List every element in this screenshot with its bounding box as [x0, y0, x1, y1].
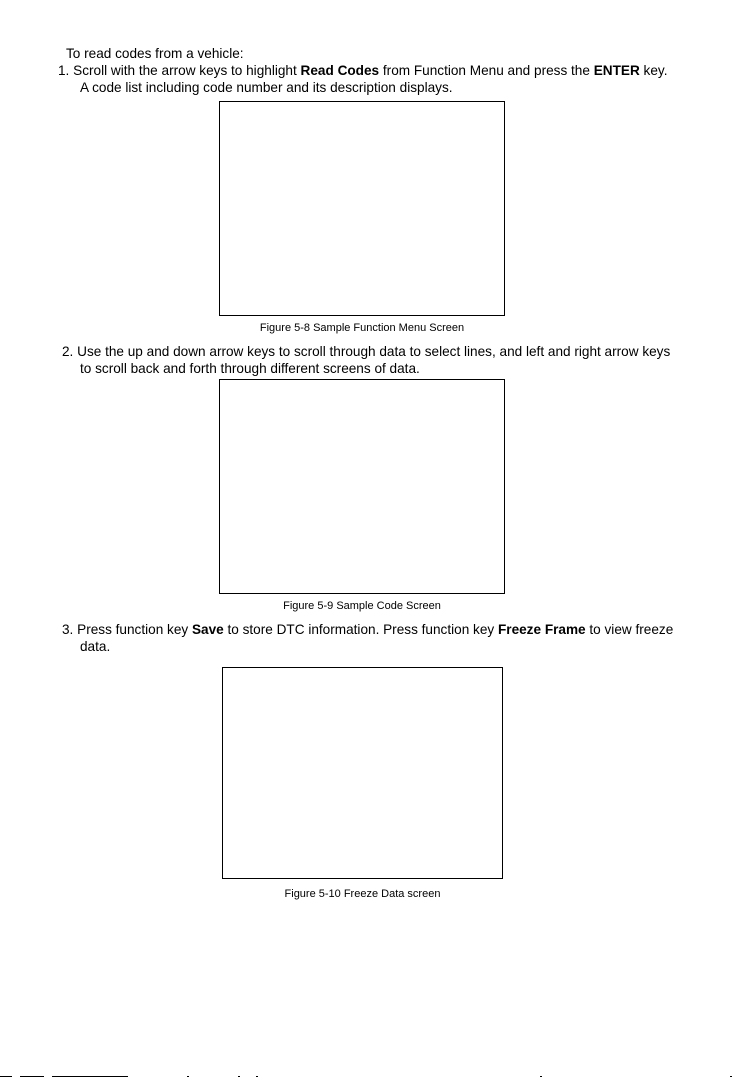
step-2-line-1	[62, 343, 670, 360]
figure-5-9-caption: Figure 5-9 Sample Code Screen	[283, 600, 441, 612]
step-1-text-e: key.	[639, 63, 668, 78]
scan-artifact	[238, 1076, 240, 1077]
step-1-line-2: A code list including code number and its description displays.	[80, 80, 453, 95]
scan-artifact	[52, 1076, 128, 1077]
step-3-line-1	[62, 621, 673, 638]
step-3-text-a: Press function key	[77, 622, 192, 637]
step-3-line-2: data.	[80, 639, 111, 654]
step-2-text: Use the up and down arrow keys to scroll through data to select lines, and left and right arrow keys	[77, 344, 671, 359]
figure-5-8-caption: Figure 5-8 Sample Function Menu Screen	[259, 322, 465, 334]
step-3-freeze-frame: Freeze Frame	[497, 622, 586, 637]
step-1-enter-key: ENTER	[593, 63, 640, 78]
step-3-number: 3.	[62, 622, 74, 637]
figure-5-10-image	[222, 667, 503, 879]
step-1-number: 1.	[58, 63, 70, 78]
scan-artifact	[540, 1076, 542, 1077]
scan-artifact	[256, 1076, 258, 1077]
scan-artifact	[0, 1076, 12, 1077]
step-1-text-a: Scroll with the arrow keys to highlight	[73, 63, 301, 78]
figure-5-9-image	[219, 379, 505, 594]
step-3-save: Save	[191, 622, 224, 637]
step-3-text-e: to view freeze	[585, 622, 674, 637]
step-2-line-2: to scroll back and forth through different screens of data.	[80, 361, 420, 376]
figure-5-8-image	[219, 101, 505, 316]
scan-artifact	[187, 1076, 189, 1077]
step-1-read-codes: Read Codes	[300, 63, 380, 78]
intro-text: To read codes from a vehicle:	[66, 46, 244, 61]
step-1-text-c: from Function Menu and press the	[379, 63, 594, 78]
scan-artifact	[730, 1076, 732, 1077]
figure-5-10-caption: Figure 5-10 Freeze Data screen	[284, 888, 441, 900]
step-2-number: 2.	[62, 344, 74, 359]
scan-artifact	[20, 1076, 44, 1077]
step-3-text-c: to store DTC information. Press function key	[223, 622, 498, 637]
step-1-line-1	[58, 62, 667, 79]
